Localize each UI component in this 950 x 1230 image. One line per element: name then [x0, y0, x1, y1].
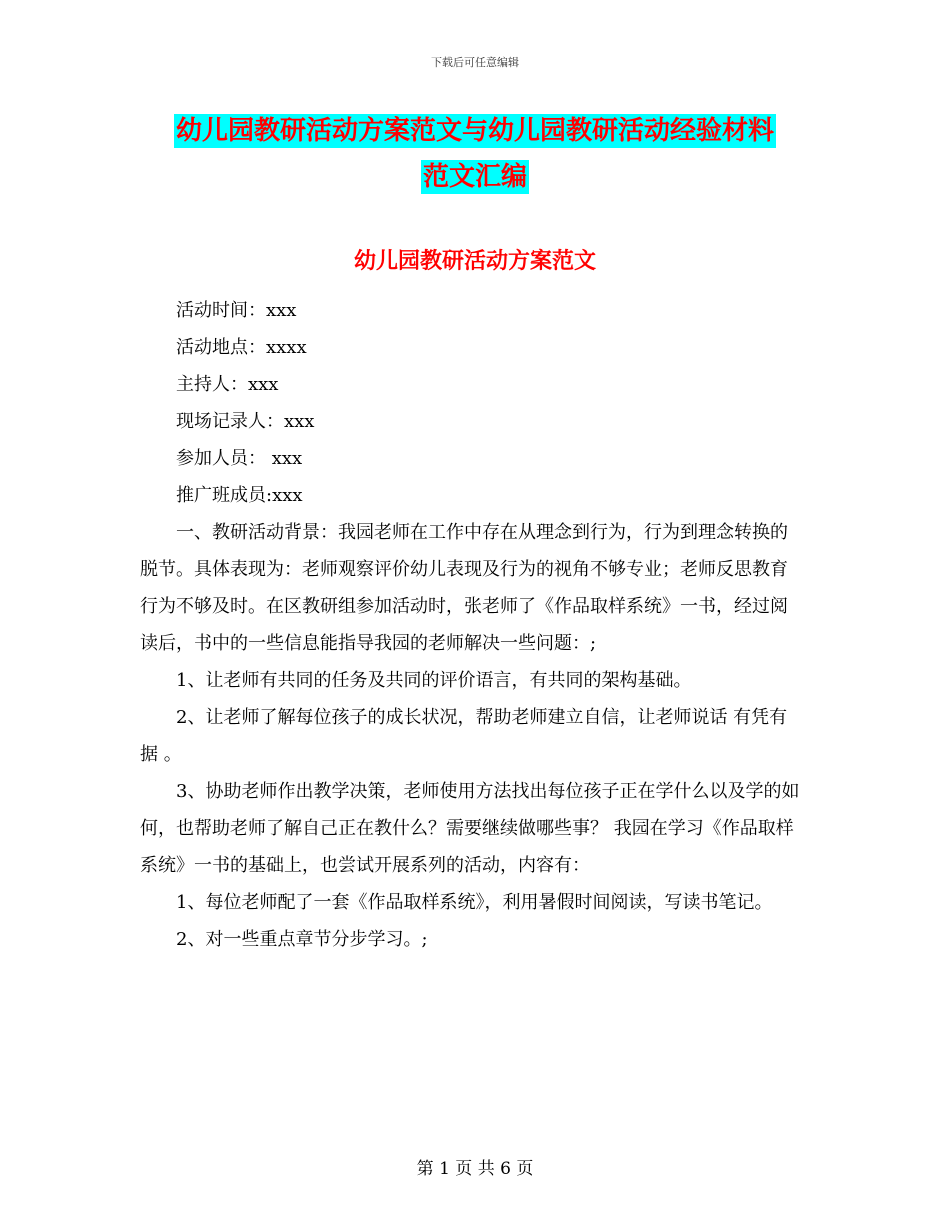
paragraph-point-1: 1、让老师有共同的任务及共同的评价语言，有共同的架构基础。 [176, 670, 692, 691]
paragraph-promotion-members: 推广班成员:xxx [176, 485, 303, 506]
paragraph-activity-1: 1、每位老师配了一套《作品取样系统》，利用暑假时间阅读，写读书笔记。 [176, 892, 773, 913]
header-note: 下载后可任意编辑 [431, 56, 519, 69]
body-text [140, 292, 805, 958]
paragraph-point-3: 3、协助老师作出教学决策，老师使用方法找出每位孩子正在学什么以及学的如何，也帮助老师了解自己正在教什么？需要继续做哪些事？ 我园在学习《作品取样系统》一书的基础上，也尝试开展系列的活动，内容有： [140, 781, 800, 876]
document-title-line-1: 幼儿园教研活动方案范文与幼儿园教研活动经验材料 [175, 116, 774, 146]
paragraph-point-2: 2、让老师了解每位孩子的成长状况，帮助老师建立自信，让老师说话 有凭有据 。 [140, 707, 788, 765]
paragraph-recorder: 现场记录人：xxx [176, 411, 315, 432]
paragraph-participants: 参加人员： xxx [176, 448, 303, 469]
paragraph-background: 一、教研活动背景：我园老师在工作中存在从理念到行为，行为到理念转换的脱节。具体表现为：老师观察评价幼儿表现及行为的视角不够专业；老师反思教育行为不够及时。在区教研组参加活动时，张老师了《作品取样系统》一书，经过阅读后，书中的一些信息能指导我园的老师解决一些问题：; [140, 522, 788, 654]
page-number: 第 1 页 共 6 页 [416, 1159, 534, 1179]
paragraph-activity-time: 活动时间：xxx [176, 300, 297, 321]
document-title [0, 108, 950, 200]
paragraph-activity-location: 活动地点：xxxx [176, 337, 307, 358]
document-title-line-2: 范文汇编 [422, 162, 527, 192]
section-title: 幼儿园教研活动方案范文 [353, 248, 596, 274]
paragraph-activity-2: 2、对一些重点章节分步学习。; [176, 929, 428, 950]
paragraph-host: 主持人：xxx [176, 374, 279, 395]
